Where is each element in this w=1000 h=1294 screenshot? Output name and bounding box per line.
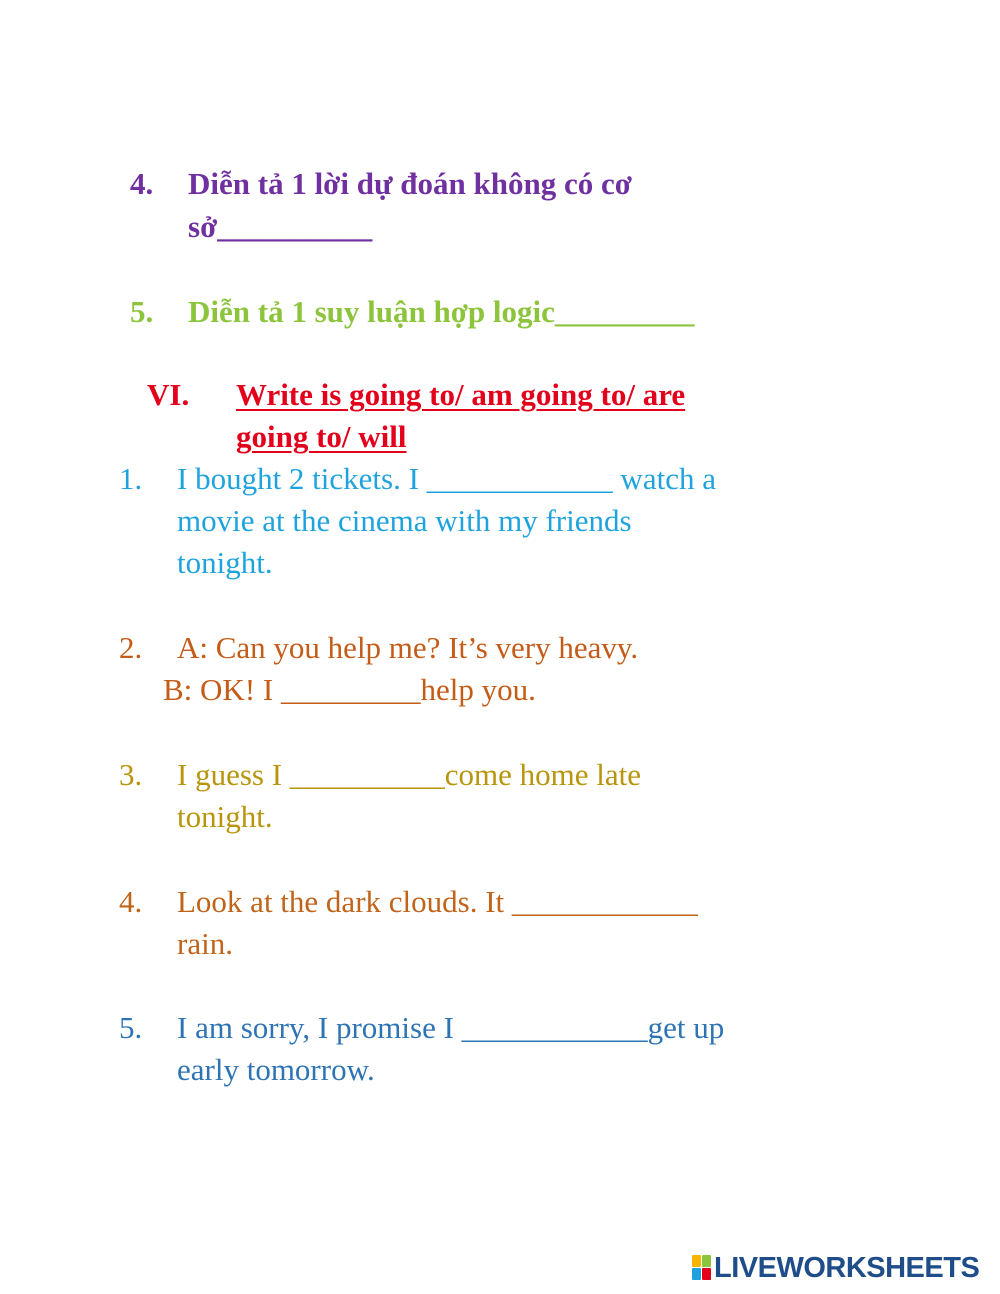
liveworksheets-logo [692, 1252, 979, 1284]
question-text-line: early tomorrow. [177, 1052, 375, 1087]
question-number: 1. [119, 461, 143, 496]
item-number: 4. [130, 166, 154, 201]
question-text-line: rain. [177, 926, 233, 961]
item-text-line: sở__________ [188, 209, 373, 244]
question-text-line: I bought 2 tickets. I ____________ watch a [177, 461, 716, 496]
logo-mark-tile [702, 1268, 711, 1280]
logo-mark-tile [702, 1255, 711, 1267]
question-number: 3. [119, 757, 143, 792]
item-number: 5. [130, 294, 154, 329]
section-title-line: going to/ will [236, 419, 407, 454]
question-text-line: I guess I __________come home late [177, 757, 642, 792]
logo-text: LIVEWORKSHEETS [714, 1251, 980, 1284]
item-text-line: Diễn tả 1 lời dự đoán không có cơ [188, 166, 632, 201]
question-text-line: movie at the cinema with my friends [177, 503, 632, 538]
section-title-line: Write is going to/ am going to/ are [236, 377, 686, 412]
question-text-line: Look at the dark clouds. It ____________ [177, 884, 698, 919]
question-number: 4. [119, 884, 143, 919]
question-number: 5. [119, 1010, 143, 1045]
question-text-line: tonight. [177, 799, 273, 834]
question-text-line: tonight. [177, 545, 273, 580]
logo-mark-tile [692, 1255, 701, 1267]
question-text-line: B: OK! I _________help you. [163, 672, 536, 707]
question-text-line: A: Can you help me? It’s very heavy. [177, 630, 639, 665]
item-text-line: Diễn tả 1 suy luận hợp logic_________ [188, 294, 695, 329]
section-numeral: VI. [147, 377, 190, 412]
question-number: 2. [119, 630, 143, 665]
logo-mark-icon [692, 1255, 711, 1281]
logo-mark-tile [692, 1268, 701, 1280]
question-text-line: I am sorry, I promise I ____________get up [177, 1010, 725, 1045]
